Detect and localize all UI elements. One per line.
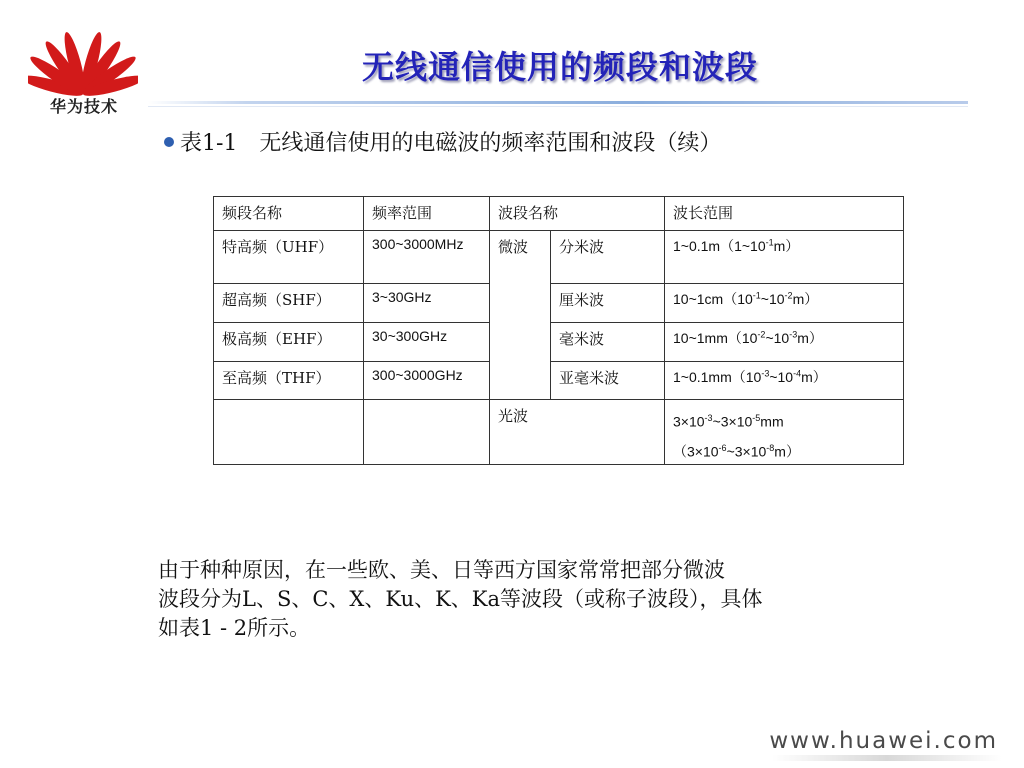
wl-text: m） [774, 443, 800, 460]
band-cell: 超高频（SHF） [214, 284, 364, 323]
table-row [214, 231, 904, 284]
bullet-item [164, 126, 721, 157]
wl-exp: -5 [752, 413, 761, 423]
table-row [214, 284, 904, 323]
wl-text: mm [760, 413, 784, 430]
band-cell: 至高频（THF） [214, 362, 364, 400]
wl-text: 1~0.1m（1~10 [673, 238, 766, 254]
wl-exp: -6 [718, 442, 727, 453]
slide-title: 无线通信使用的频段和波段 [361, 48, 758, 86]
band-cell: 特高频（UHF） [214, 231, 364, 284]
wl-text: ~3×10 [726, 443, 767, 460]
bullet-text: 表1-1 无线通信使用的电磁波的频率范围和波段（续） [180, 131, 722, 156]
wl-exp: -3 [704, 413, 713, 423]
wl-text: 3×10 [673, 413, 705, 430]
table-row [214, 400, 904, 465]
wavelength-cell [665, 284, 904, 323]
freq-cell: 3~30GHz [364, 284, 490, 323]
bullet-icon [164, 137, 174, 147]
wavelength-cell [665, 231, 904, 284]
wl-text: m） [792, 291, 819, 307]
title-divider [148, 101, 968, 104]
band-name-cell: 光波 [490, 400, 665, 465]
wl-text: m） [773, 238, 800, 254]
title-divider-shadow [148, 106, 968, 107]
wl-exp: -3 [761, 368, 770, 379]
frequency-band-table [213, 196, 904, 465]
wl-exp: -8 [766, 442, 775, 453]
header-cell: 波长范围 [665, 197, 904, 231]
band-cell: 极高频（EHF） [214, 323, 364, 362]
footer-url: www.huawei.com [769, 728, 998, 754]
body-paragraph [158, 556, 948, 643]
sub-band-cell: 厘米波 [551, 284, 665, 323]
wl-exp: -1 [765, 237, 774, 248]
wl-text: 1~0.1mm（10 [673, 369, 762, 385]
freq-cell: 30~300GHz [364, 323, 490, 362]
wl-text: ~3×10 [712, 413, 753, 430]
wl-line [673, 405, 897, 435]
sub-band-cell: 毫米波 [551, 323, 665, 362]
header-cell: 频段名称 [214, 197, 364, 231]
wl-exp: -1 [752, 290, 761, 301]
wl-text: （3×10 [673, 443, 719, 460]
wl-exp: -2 [757, 329, 766, 340]
freq-cell [364, 400, 490, 465]
freq-cell: 300~3000GHz [364, 362, 490, 400]
band-cell [214, 400, 364, 465]
band-group-cell: 微波 [490, 231, 551, 400]
wl-text: ~10 [769, 369, 794, 385]
wl-text: m） [797, 330, 823, 346]
wavelength-cell [665, 400, 904, 465]
wl-text: ~10 [765, 330, 790, 346]
freq-cell: 300~3000MHz [364, 231, 490, 284]
paragraph-line: 由于种种原因，在一些欧、美、日等西方国家常常把部分微波 [158, 558, 725, 582]
wl-text: ~10 [760, 291, 785, 307]
paragraph-line: 波段分为L、S、C、X、Ku、K、Ka等波段（或称子波段），具体 [158, 587, 763, 611]
table-header-row [214, 197, 904, 231]
sub-band-cell: 分米波 [551, 231, 665, 284]
header-cell: 波段名称 [490, 197, 665, 231]
wl-exp: -3 [789, 329, 798, 340]
wavelength-cell [665, 323, 904, 362]
wl-text: 10~1mm（10 [673, 330, 758, 346]
wavelength-cell [665, 362, 904, 400]
huawei-fan-icon [28, 22, 138, 102]
wl-text: 10~1cm（10 [673, 291, 753, 307]
wl-exp: -2 [784, 290, 793, 301]
wl-line [673, 435, 897, 465]
paragraph-line: 如表1 - 2所示。 [158, 616, 311, 640]
wl-exp: -4 [793, 368, 802, 379]
table-row [214, 323, 904, 362]
header-cell: 频率范围 [364, 197, 490, 231]
footer-reflection [772, 755, 1002, 761]
wl-text: m） [801, 369, 827, 385]
sub-band-cell: 亚毫米波 [551, 362, 665, 400]
logo-caption: 华为技术 [49, 97, 118, 116]
table-row [214, 362, 904, 400]
